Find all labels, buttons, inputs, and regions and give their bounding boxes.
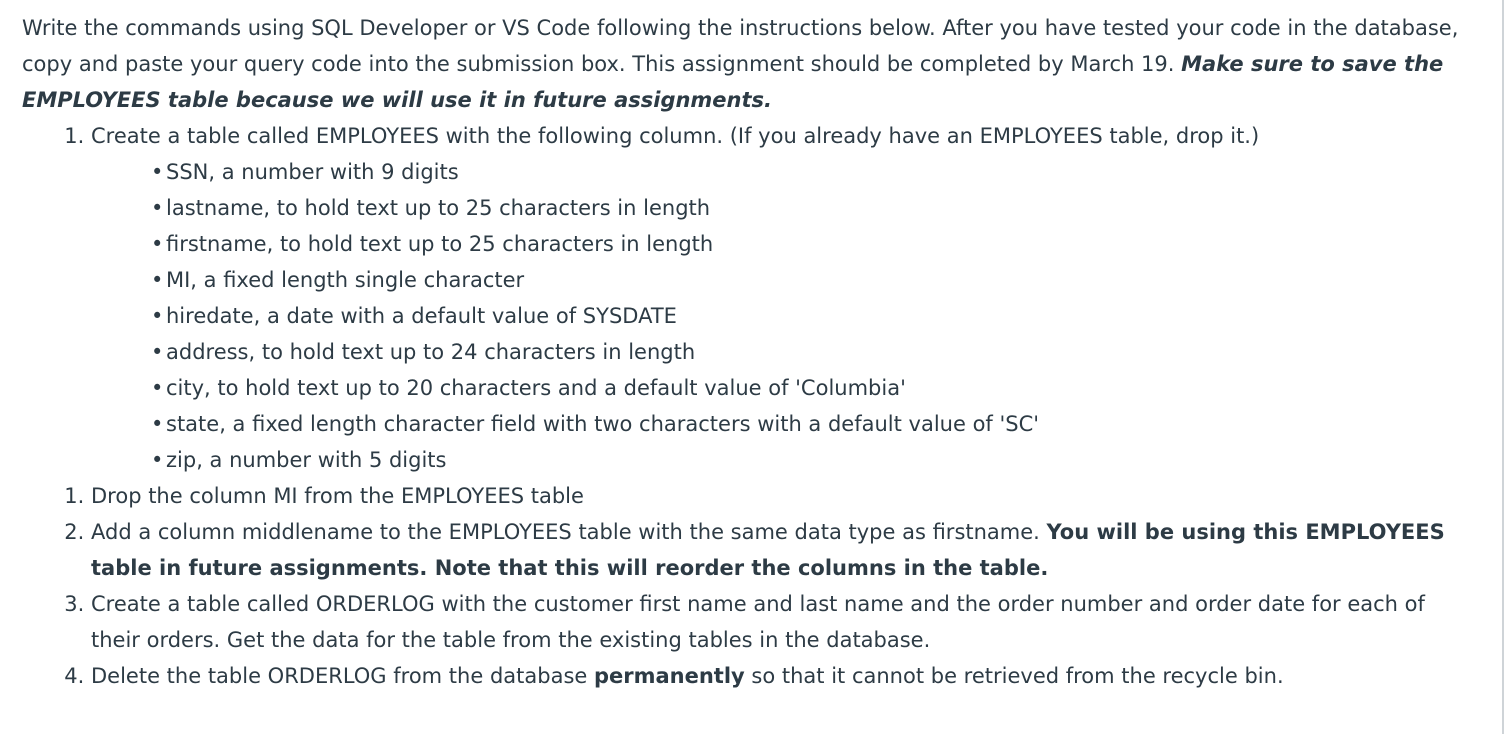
column-mi-text: MI, a fixed length single character	[166, 268, 525, 292]
instruction-create-orderlog-text: Create a table called ORDERLOG with the customer first name and last name and the order number and order date for each of their orders. Get the data for the table from the existing tables in the database.	[91, 592, 1425, 652]
column-lastname-text: lastname, to hold text up to 25 characters in length	[166, 196, 711, 220]
column-hiredate	[151, 298, 1462, 334]
instruction-drop-mi	[91, 478, 1462, 514]
bullet-icon: •	[151, 196, 164, 220]
instruction-delete-orderlog-bold: permanently	[593, 664, 745, 688]
column-state-text: state, a fixed length character field with two characters with a default value of 'SC'	[166, 412, 1040, 436]
column-mi	[151, 262, 1462, 298]
column-lastname	[151, 190, 1462, 226]
instruction-delete-orderlog	[91, 658, 1462, 694]
instruction-create-orderlog	[91, 586, 1462, 658]
column-firstname	[151, 226, 1462, 262]
bullet-icon: •	[151, 304, 164, 328]
intro-text: Write the commands using SQL Developer or VS Code following the instructions below. After you have tested your code in the database, copy and paste your query code into the submission box. This assignment should be completed by March 19.	[22, 16, 1459, 76]
instruction-list-second	[22, 478, 1462, 694]
intro-emphasis: Make sure to save the EMPLOYEES table because we will use it in future assignments.	[22, 52, 1444, 112]
column-hiredate-text: hiredate, a date with a default value of SYSDATE	[166, 304, 677, 328]
column-state	[151, 406, 1462, 442]
intro-paragraph	[22, 10, 1462, 118]
column-address-text: address, to hold text up to 24 characters in length	[166, 340, 696, 364]
instruction-drop-mi-text: Drop the column MI from the EMPLOYEES table	[91, 484, 584, 508]
instruction-add-middlename-text: Add a column middlename to the EMPLOYEES table with the same data type as firstname.	[91, 520, 1047, 544]
instruction-create-employees	[91, 118, 1462, 478]
bullet-icon: •	[151, 412, 164, 436]
bullet-icon: •	[151, 232, 164, 256]
column-ssn-text: SSN, a number with 9 digits	[166, 160, 459, 184]
column-zip-text: zip, a number with 5 digits	[166, 448, 447, 472]
column-firstname-text: firstname, to hold text up to 25 characters in length	[166, 232, 714, 256]
instruction-delete-orderlog-text: Delete the table ORDERLOG from the database	[91, 664, 594, 688]
column-address	[151, 334, 1462, 370]
instruction-add-middlename	[91, 514, 1462, 586]
bullet-icon: •	[151, 340, 164, 364]
column-ssn	[151, 154, 1462, 190]
bullet-icon: •	[151, 376, 164, 400]
column-zip	[151, 442, 1462, 478]
instruction-create-employees-text: Create a table called EMPLOYEES with the following column. (If you already have an EMPLOYEES table, drop it.)	[91, 124, 1260, 148]
instruction-list-first	[22, 118, 1462, 478]
column-city-text: city, to hold text up to 20 characters and a default value of 'Columbia'	[166, 376, 906, 400]
instruction-add-middlename-bold: You will be using this EMPLOYEES table in future assignments. Note that this will reorder the columns in the table.	[91, 520, 1445, 580]
bullet-icon: •	[151, 268, 164, 292]
column-city	[151, 370, 1462, 406]
bullet-icon: •	[151, 160, 164, 184]
assignment-content	[22, 10, 1462, 694]
bullet-icon: •	[151, 448, 164, 472]
instruction-delete-orderlog-after: so that it cannot be retrieved from the recycle bin.	[744, 664, 1284, 688]
employees-columns-list	[91, 154, 1462, 478]
